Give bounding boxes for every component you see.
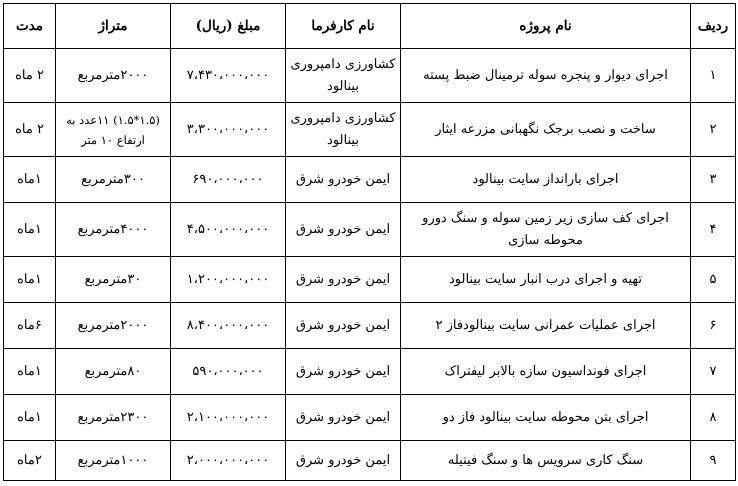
amount-cell: ۵۹۰،۰۰۰،۰۰۰ <box>171 349 286 395</box>
project-name-cell: اجرای کف سازی زیر زمین سوله و سنگ دورو محوطه سازی <box>401 203 691 257</box>
table-row <box>4 441 736 481</box>
area-cell: ۲۳۰۰مترمربع <box>56 395 171 441</box>
area-cell: ۸۰مترمربع <box>56 349 171 395</box>
table-row <box>4 157 736 203</box>
header-duration: مدت <box>4 4 56 49</box>
employer-name-cell: ایمن خودرو شرق <box>286 203 401 257</box>
header-employer: نام کارفرما <box>286 4 401 49</box>
amount-cell: ۸،۴۰۰،۰۰۰،۰۰۰ <box>171 303 286 349</box>
area-cell: (۱.۵*۱.۵) ۱۱عدد به ارتفاع ۱۰ متر <box>56 103 171 157</box>
row-number-cell: ۷ <box>691 349 736 395</box>
duration-cell: ۲ ماه <box>4 49 56 103</box>
duration-cell: ۱ماه <box>4 157 56 203</box>
amount-cell: ۳،۳۰۰،۰۰۰،۰۰۰ <box>171 103 286 157</box>
area-cell: ۲۰۰۰مترمربع <box>56 49 171 103</box>
table-row <box>4 257 736 303</box>
duration-cell: ۲ماه <box>4 441 56 481</box>
area-cell: ۲۰۰۰مترمربع <box>56 303 171 349</box>
row-number-cell: ۱ <box>691 49 736 103</box>
area-cell: ۴۰۰۰مترمربع <box>56 203 171 257</box>
area-cell: ۳۰۰مترمربع <box>56 157 171 203</box>
duration-cell: ۶ماه <box>4 303 56 349</box>
duration-cell: ۱ماه <box>4 257 56 303</box>
header-amount: مبلغ (ریال) <box>171 4 286 49</box>
amount-cell: ۴،۵۰۰،۰۰۰،۰۰۰ <box>171 203 286 257</box>
employer-name-cell: کشاورزی دامپروری بینالود <box>286 49 401 103</box>
project-name-cell: ساخت و نصب برجک نگهبانی مزرعه ایثار <box>401 103 691 157</box>
table-row <box>4 49 736 103</box>
project-name-cell: سنگ کاری سرویس ها و سنگ فیتیله <box>401 441 691 481</box>
area-cell: ۱۰۰۰مترمربع <box>56 441 171 481</box>
employer-name-cell: ایمن خودرو شرق <box>286 395 401 441</box>
header-area: متراژ <box>56 4 171 49</box>
project-name-cell: اجرای بارانداز سایت بینالود <box>401 157 691 203</box>
amount-cell: ۲،۰۰۰،۰۰۰،۰۰۰ <box>171 441 286 481</box>
duration-cell: ۱ماه <box>4 203 56 257</box>
table-row <box>4 303 736 349</box>
header-row-no: ردیف <box>691 4 736 49</box>
header-project: نام پروژه <box>401 4 691 49</box>
amount-cell: ۶۹۰،۰۰۰،۰۰۰ <box>171 157 286 203</box>
employer-name-cell: ایمن خودرو شرق <box>286 349 401 395</box>
row-number-cell: ۸ <box>691 395 736 441</box>
employer-name-cell: ایمن خودرو شرق <box>286 303 401 349</box>
area-cell: ۳۰مترمربع <box>56 257 171 303</box>
project-name-cell: اجرای دیوار و پنجره سوله ترمینال ضبط پسته <box>401 49 691 103</box>
employer-name-cell: ایمن خودرو شرق <box>286 257 401 303</box>
row-number-cell: ۵ <box>691 257 736 303</box>
project-name-cell: اجرای فونداسیون سازه بالابر لیفتراک <box>401 349 691 395</box>
table-row <box>4 395 736 441</box>
table-row <box>4 203 736 257</box>
employer-name-cell: ایمن خودرو شرق <box>286 441 401 481</box>
amount-cell: ۷،۴۳۰،۰۰۰،۰۰۰ <box>171 49 286 103</box>
project-name-cell: تهیه و اجرای درب انبار سایت بینالود <box>401 257 691 303</box>
amount-cell: ۲،۱۰۰،۰۰۰،۰۰۰ <box>171 395 286 441</box>
duration-cell: ۲ ماه <box>4 103 56 157</box>
table-row <box>4 103 736 157</box>
header-row <box>4 4 736 49</box>
employer-name-cell: کشاورزی دامپروری بینالود <box>286 103 401 157</box>
row-number-cell: ۳ <box>691 157 736 203</box>
row-number-cell: ۲ <box>691 103 736 157</box>
project-name-cell: اجرای بتن محوطه سایت بینالود فاز دو <box>401 395 691 441</box>
amount-cell: ۱،۲۰۰،۰۰۰،۰۰۰ <box>171 257 286 303</box>
project-name-cell: اجرای عملیات عمرانی سایت بینالودفاز ۲ <box>401 303 691 349</box>
employer-name-cell: ایمن خودرو شرق <box>286 157 401 203</box>
row-number-cell: ۹ <box>691 441 736 481</box>
table-row <box>4 349 736 395</box>
row-number-cell: ۴ <box>691 203 736 257</box>
projects-table <box>3 3 736 481</box>
duration-cell: ۱ماه <box>4 395 56 441</box>
row-number-cell: ۶ <box>691 303 736 349</box>
duration-cell: ۱ماه <box>4 349 56 395</box>
